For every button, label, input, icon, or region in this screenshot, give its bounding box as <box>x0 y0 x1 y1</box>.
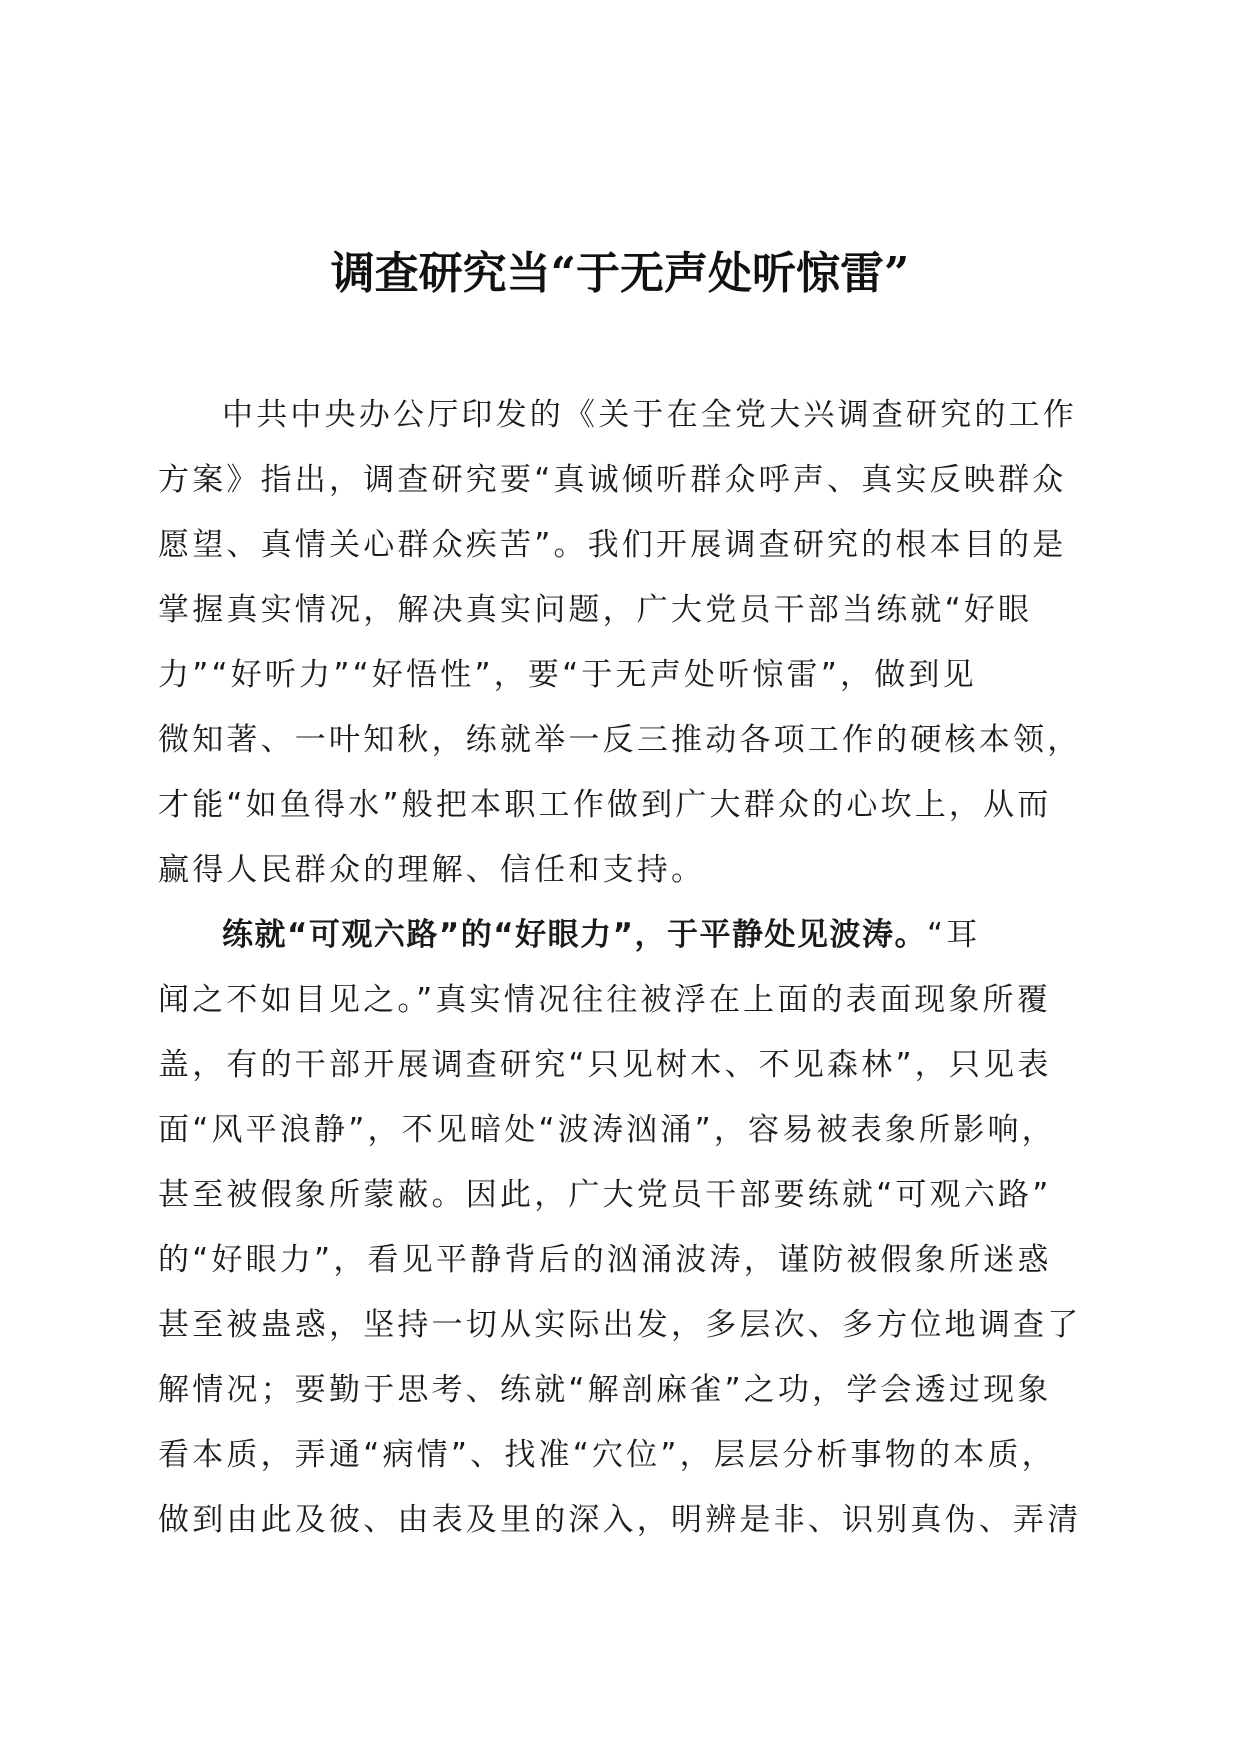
paragraph-2-line-7: 甚至被蛊惑，坚持一切从实际出发，多层次、多方位地调查了 <box>158 1307 1082 1343</box>
paragraph-2-line-5: 甚至被假象所蒙蔽。因此，广大党员干部要练就“可观六路” <box>158 1177 1052 1213</box>
paragraph-2-first-line-rest: “耳 <box>927 917 981 953</box>
paragraph-1-line-3: 愿望、真情关心群众疾苦”。我们开展调查研究的根本目的是 <box>158 527 1067 563</box>
document-body <box>158 383 1082 1553</box>
paragraph-1-line-7: 才能“如鱼得水”般把本职工作做到广大群众的心坎上，从而 <box>158 787 1052 823</box>
paragraph-2-line-3: 盖，有的干部开展调查研究“只见树木、不见森林”，只见表 <box>158 1047 1052 1083</box>
paragraph-2-line-8: 解情况；要勤于思考、练就“解剖麻雀”之功，学会透过现象 <box>158 1372 1052 1408</box>
paragraph-1-line-8: 赢得人民群众的理解、信任和支持。 <box>158 852 706 888</box>
paragraph-1-line-1: 中共中央办公厅印发的《关于在全党大兴调查研究的工作 <box>222 397 1077 433</box>
paragraph-1-line-4: 掌握真实情况，解决真实问题，广大党员干部当练就“好眼 <box>158 592 1033 628</box>
paragraph-1-line-5: 力”“好听力”“好悟性”，要“于无声处听惊雷”，做到见 <box>158 657 977 693</box>
paragraph-1-line-2: 方案》指出，调查研究要“真诚倾听群众呼声、真实反映群众 <box>158 462 1067 498</box>
paragraph-2-line-4: 面“风平浪静”，不见暗处“波涛汹涌”，容易被表象所影响， <box>158 1112 1056 1148</box>
paragraph-2-line-2: 闻之不如目见之。”真实情况往往被浮在上面的表面现象所覆 <box>158 982 1051 1018</box>
paragraph-2-heading: 练就“可观六路”的“好眼力”，于平静处见波涛。 <box>222 917 927 953</box>
document-title: 调查研究当“于无声处听惊雷” <box>330 248 910 299</box>
paragraph-2-line-9: 看本质，弄通“病情”、找准“穴位”，层层分析事物的本质， <box>158 1437 1056 1473</box>
paragraph-1-line-6: 微知著、一叶知秋，练就举一反三推动各项工作的硬核本领， <box>158 722 1082 758</box>
paragraph-2-line-10: 做到由此及彼、由表及里的深入，明辨是非、识别真伪、弄清 <box>158 1502 1082 1538</box>
paragraph-2-line-6: 的“好眼力”，看见平静背后的汹涌波涛，谨防被假象所迷惑 <box>158 1242 1052 1278</box>
paragraph-2-line-1 <box>158 903 1078 968</box>
